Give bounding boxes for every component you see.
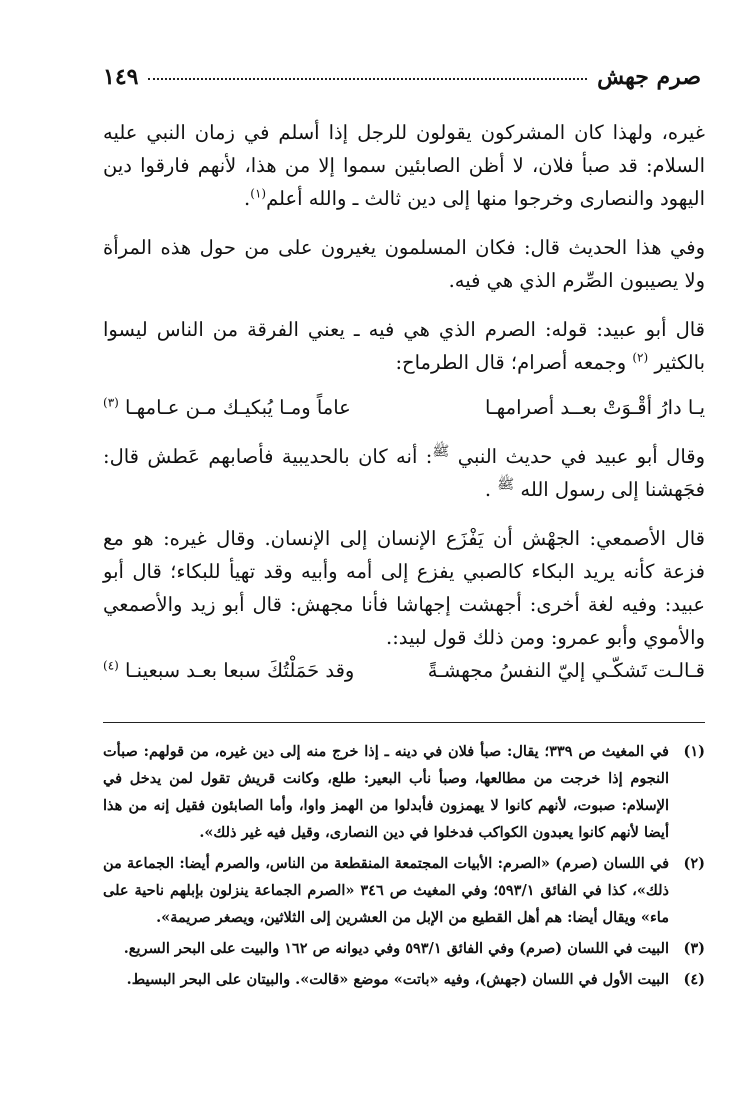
footnote-number: (٢) <box>683 855 705 872</box>
running-title: صرم جهش <box>597 64 701 90</box>
footnote-2 <box>103 850 705 931</box>
running-header <box>103 62 701 92</box>
footnote-text: في المغيث ص ٣٣٩؛ يقال: صبأ فلان في دينه ـ إذا خرج منه إلى دين غيره، من قولهم: صبأت النجوم إذا خرجت من مطالعها، وصبأ نأب البعير: طلع، وكانت قريش تقول لمن يدخل في الإسلام: صبوت، لأنهم كانوا لا يهمزون فأبدلوا من الهمز واوا، وأما الصابئون فقيل إنه من هذا أيضا لأنهم كانوا يعبدون الكواكب فدخلوا في دين النصارى، وقيل فيه غير ذلك». <box>103 743 669 841</box>
salla-glyph: ﷺ <box>497 476 515 493</box>
footnote-3 <box>103 935 705 962</box>
poem-verse-2 <box>103 654 705 687</box>
footnote-number: (٣) <box>683 940 705 957</box>
paragraph-3: قال أبو عبيد: قوله: الصرم الذي هي فيه ـ يعني الفرقة من الناس ليسوا بالكثير $^{(٢)}$ وجمعه أصرام؛ قال الطرماح: <box>103 318 705 374</box>
paragraph-5: قال الأصمعي: الجهْش أن يَفْزَع الإنسان إلى الإنسان. وقال غيره: هو مع فزعة كأنه يريد البكاء كالصبي يفزع إلى أمه وأبيه وقد تهيأ للبكاء؛ قال أبو عبيد: وفيه لغة أخرى: أجهشت إجهاشا فأنا مجهش: قال أبو زيد والأصمعي والأموي وأبو عمرو: ومن ذلك قول لبيد:. <box>103 527 705 649</box>
header-dotted-leader <box>148 78 587 80</box>
main-text <box>103 116 705 687</box>
poem-verse-1 <box>103 391 705 424</box>
verse-2-first-hemistich: قـالـت تَشكّـي إليّ النفسُ مجهشـةً <box>427 659 705 682</box>
footnote-ref-1[interactable]: (١) <box>250 186 267 201</box>
footnote-text: في اللسان (صرم) «الصرم: الأبيات المجتمعة المنقطعة من الناس، والصرم أيضا: الجماعة من ذلك»، كذا في الفائق ٥٩٣/١؛ وفي المغيث ص ٣٤٦ «الصرم الجماعة ينزلون بإبلهم ناحية على ماء» ويقال أيضا: هم أهل القطيع من الإبل من العشرين إلى الثلاثين، ويصغر صريمة». <box>103 855 669 926</box>
footnote-ref-4[interactable]: (٤) <box>103 658 119 673</box>
paragraph-4: وقال أبو عبيد في حديث النبي $^ﷺ$: أنه كان بالحديبية فأصابهم عَطش قال: فجَهشنا إلى رسول الله $^ﷺ$ . <box>103 443 705 501</box>
footnote-number: (١) <box>683 743 705 760</box>
footnotes <box>103 738 705 997</box>
footnote-number: (٤) <box>683 971 705 988</box>
verse-2-second-hemistich: وقد حَمَلْتُكَ سبعا بعـد سبعينـا <box>125 659 355 682</box>
page-number: ١٤٩ <box>103 64 139 90</box>
verse-2-second-group <box>103 654 354 687</box>
verse-1-first-hemistich: يـا دارُ أقْـوَتْ بعــد أصرامهـا <box>484 396 705 419</box>
footnote-1 <box>103 738 705 846</box>
footnote-ref-2[interactable]: (٢) <box>632 350 649 365</box>
paragraph-1: غيره، ولهذا كان المشركون يقولون للرجل إذا أسلم في زمان النبي عليه السلام: قد صبأ فلان، لا أظن الصابئين سموا إلا من هذا، لأنهم فارقوا دين اليهود والنصارى وخرجوا منها إلى دين ثالث ـ والله أعلم$^{(١)}$. <box>103 121 705 210</box>
footnote-ref-3[interactable]: (٣) <box>103 395 119 410</box>
paragraph-2: وفي هذا الحديث قال: فكان المسلمون يغيرون على من حول هذه المرأة ولا يصيبون الصِّرم الذي هي فيه. <box>103 236 705 292</box>
verse-1-second-hemistich: عاماً ومـا يُبكيـك مـن عـامهـا <box>125 396 351 419</box>
footnote-4 <box>103 966 705 993</box>
footnote-separator <box>103 722 705 723</box>
footnote-text: البيت في اللسان (صرم) وفي الفائق ٥٩٣/١ وفي ديوانه ص ١٦٢ والبيت على البحر السريع. <box>123 940 669 957</box>
salla-glyph: ﷺ <box>432 443 450 460</box>
verse-1-second-group <box>103 391 351 424</box>
footnote-text: البيت الأول في اللسان (جهش)، وفيه «باتت» موضع «قالت». والبيتان على البحر البسيط. <box>126 971 669 988</box>
